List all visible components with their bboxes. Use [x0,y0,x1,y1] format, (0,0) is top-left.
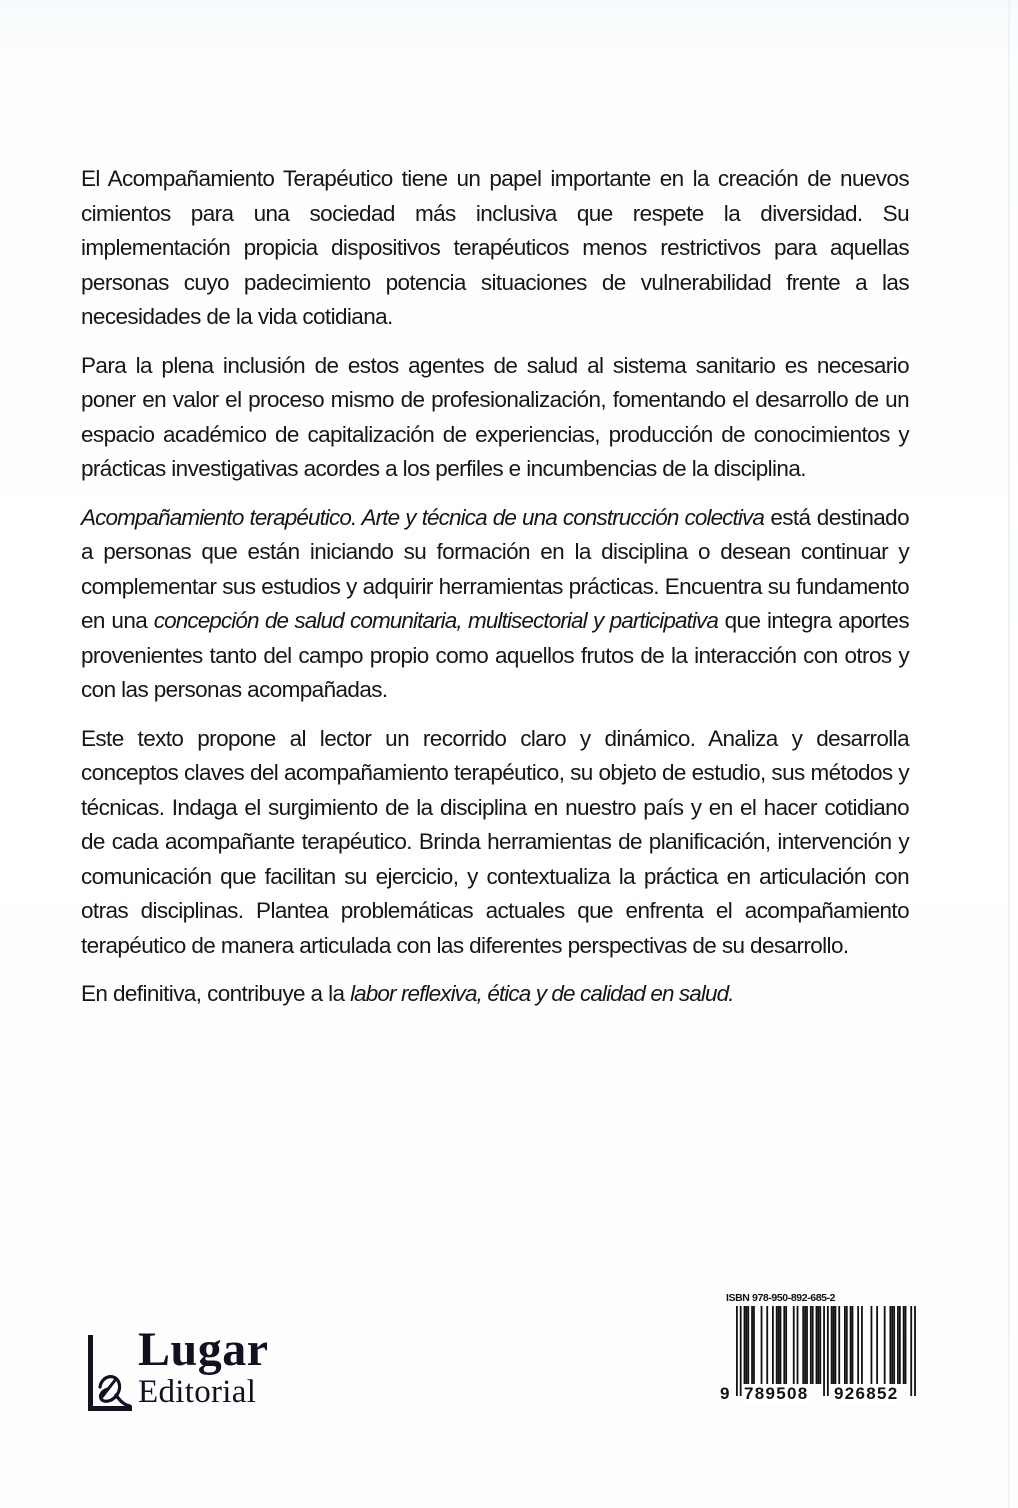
barcode-bar [804,1306,806,1384]
barcode-guard-bar [910,1306,912,1396]
blurb-text [81,162,909,1026]
barcode-bar [889,1306,891,1384]
text-segment: Para la plena inclusión de estos agentes de salud al sistema sanitario es necesario poner en valor el proceso mismo de profesionalización, fomentando el desarrollo de un espacio académico de capitalización de experiencias, producción de conocimientos y prácticas investigativas acordes a los perfiles e incumbencias de la disciplina. [81,352,909,481]
barcode-bar [893,1306,895,1384]
barcode-bar [776,1306,778,1384]
barcode-bar [819,1306,821,1384]
barcode-bar [783,1306,785,1384]
barcode-bar [761,1306,763,1384]
barcode-bar [812,1306,814,1384]
barcode-bar [844,1306,846,1384]
barcode-guard-bar [914,1306,916,1396]
text-segment: Este texto propone al lector un recorrido claro y dinámico. Analiza y desarrolla conceptos claves del acompañamiento terapéutico, su objeto de estudio, sus métodos y técnicas. Indaga el surgimiento de la disciplina en nuestro país y en el hacer cotidiano de cada acompañante terapéutico. Brinda herramientas de planificación, intervención y comunicación que facilitan su ejercicio, y contextualiza la práctica en articulación con otras disciplinas. Plantea problemáticas actuales que enfrenta el acompañamiento terapéutico de manera articulada con las diferentes perspectivas de su desarrollo. [81,725,909,958]
barcode-bar [797,1306,799,1384]
italic-text-segment: concepción de salud comunitaria, multisectorial y participativa [153,608,719,633]
barcode-bar [747,1306,749,1384]
barcode-bar [850,1306,852,1384]
barcode-bar [903,1306,905,1384]
barcode-bar [810,1306,812,1384]
barcode-bar [817,1306,819,1384]
barcode-lead-digit: 9 [720,1384,731,1403]
barcode-bar [838,1306,840,1384]
lugar-editorial-logo-icon [86,1335,134,1413]
barcode-bar [891,1306,893,1384]
barcode-guard-bar [823,1306,825,1396]
barcode-bar [772,1306,774,1384]
barcode-bar [793,1306,795,1384]
barcode-bar [835,1306,837,1384]
barcode-bar [861,1306,863,1384]
barcode-bar [852,1306,854,1384]
barcode-bar [816,1306,818,1384]
barcode-bar [876,1306,878,1384]
text-segment: que integra aportes provenientes tanto del campo propio como aquellos frutos de la interacción con otros y con las personas acompañadas. [81,608,909,702]
blurb-paragraph-2 [81,349,909,487]
ean13-barcode-icon [722,1306,918,1396]
publisher-name-line1: Lugar [138,1323,269,1376]
publisher-name-line2: Editorial [138,1374,257,1410]
barcode-bar [744,1306,746,1384]
blurb-paragraph-3 [81,501,909,708]
italic-text-segment: Acompañamiento terapéutico. Arte y técnica de una construcción colectiva [81,504,764,530]
blurb-paragraph-1 [81,162,909,335]
barcode-bar [745,1306,747,1384]
barcode-bar [831,1306,833,1384]
blurb-paragraph-5 [81,977,909,1012]
barcode-bar [905,1306,907,1384]
barcode-guard-bar [827,1306,829,1396]
barcode-bar [766,1306,768,1384]
barcode-bar [857,1306,859,1384]
isbn-label: ISBN 978-950-892-685-2 [726,1292,836,1304]
barcode-guard-bar [740,1306,742,1396]
barcode-bar [897,1306,899,1384]
barcode-bar [833,1306,835,1384]
barcode-bar [802,1306,804,1384]
barcode-bar [806,1306,808,1384]
barcode-bar [753,1306,755,1384]
barcode-bar [899,1306,901,1384]
barcode-bar [785,1306,787,1384]
barcode-bar [778,1306,780,1384]
barcode-bar [884,1306,886,1384]
barcode-bar [846,1306,848,1384]
text-segment: El Acompañamiento Terapéutico tiene un papel importante en la creación de nuevos cimientos para una sociedad más inclusiva que respete la diversidad. Su implementación propicia dispositivos terapéuticos menos restrictivos para aquellas personas cuyo padecimiento potencia situaciones de vulnerabilidad frente a las necesidades de la vida cotidiana. [81,166,909,329]
publisher-logo [86,1323,316,1420]
barcode-bar [780,1306,782,1384]
barcode-digits-right: 926852 [834,1384,899,1403]
text-segment: En definitiva, contribuye a la [81,981,351,1006]
italic-text-segment: labor reflexiva, ética y de calidad en salud. [350,981,734,1006]
isbn-barcode [722,1292,918,1412]
barcode-bar [751,1306,753,1384]
barcode-guard-bar [736,1306,738,1396]
page-edge [1008,0,1010,1508]
barcode-digits-left: 789508 [744,1384,809,1403]
barcode-bar [871,1306,873,1384]
text-segment: está destinado a personas que están iniciando su formación en la disciplina o desean continuar y complementar sus estudios y adquirir herramientas prácticas. Encuentra su fundamento en una [81,504,909,633]
blurb-paragraph-4 [81,722,909,964]
